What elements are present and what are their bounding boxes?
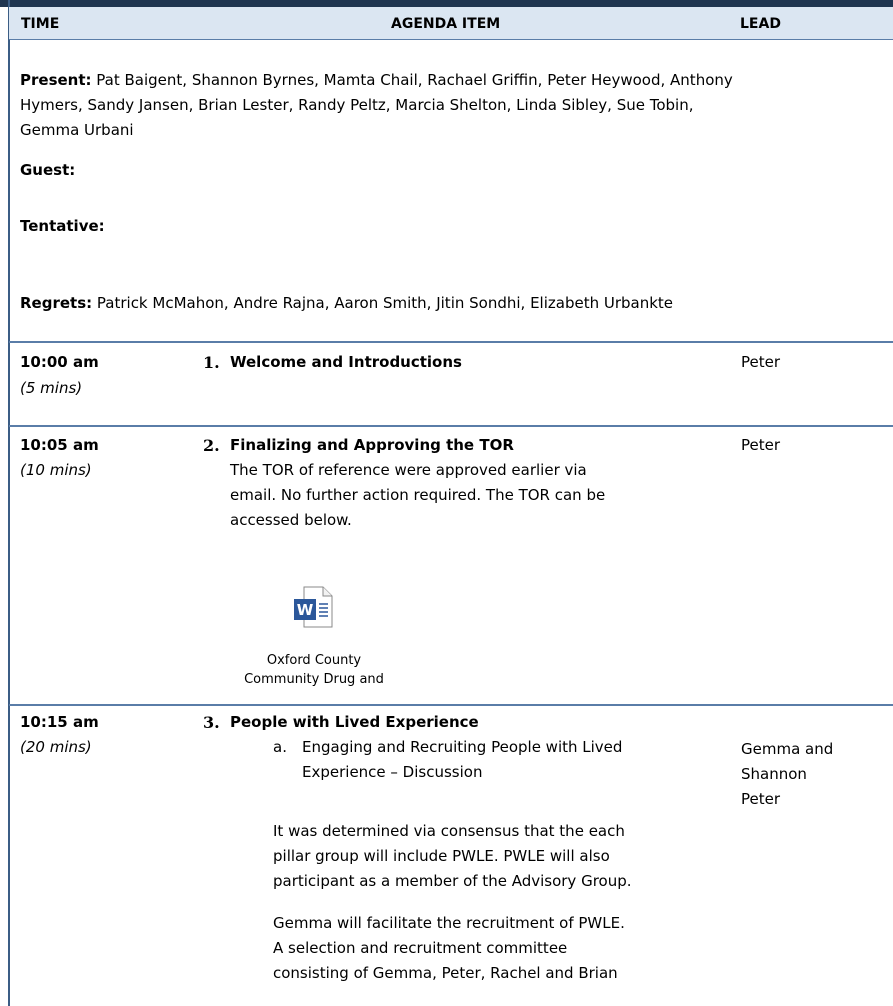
item-lead: Peter <box>741 790 781 808</box>
item-time: 10:15 am <box>20 713 99 731</box>
item-time: 10:05 am <box>20 436 99 454</box>
item-lead: Shannon <box>741 765 807 783</box>
item-lead: Peter <box>741 353 781 371</box>
table-left-border <box>8 0 10 1006</box>
regrets-label: Regrets: <box>20 294 93 312</box>
item-number: 1. <box>203 353 220 372</box>
regrets-names: Patrick McMahon, Andre Rajna, Aaron Smith, Jitin Sondhi, Elizabeth Urbankte <box>92 294 674 312</box>
row-divider <box>9 704 893 706</box>
present-line-3: Gemma Urbani <box>20 121 134 139</box>
item-number: 3. <box>203 713 220 732</box>
item-title: Finalizing and Approving the TOR <box>230 436 514 454</box>
item-body-line: pillar group will include PWLE. PWLE will also <box>273 847 610 865</box>
item-body-line: accessed below. <box>230 511 352 529</box>
attachment-caption-2[interactable]: Community Drug and <box>244 672 384 687</box>
item-body-line: consisting of Gemma, Peter, Rachel and Brian <box>273 964 618 982</box>
item-body-line: It was determined via consensus that the each <box>273 822 625 840</box>
row-divider <box>9 425 893 427</box>
item-body-line: email. No further action required. The TOR can be <box>230 486 606 504</box>
header-lead: LEAD <box>740 16 781 32</box>
item-duration: (5 mins) <box>20 379 83 397</box>
item-body-line: participant as a member of the Advisory Group. <box>273 872 632 890</box>
top-band <box>0 0 893 7</box>
item-duration: (10 mins) <box>20 461 92 479</box>
row-divider <box>9 341 893 343</box>
item-body-line: Gemma will facilitate the recruitment of PWLE. <box>273 914 625 932</box>
word-document-icon-graphic <box>290 584 336 630</box>
sub-item-line: Experience – Discussion <box>302 763 483 781</box>
guest-label: Guest: <box>20 161 76 179</box>
present-line-2: Hymers, Sandy Jansen, Brian Lester, Randy Peltz, Marcia Shelton, Linda Sibley, Sue Tobin, <box>20 96 694 114</box>
sub-item-letter: a. <box>273 738 287 756</box>
header-time: TIME <box>21 16 60 32</box>
word-document-icon[interactable] <box>290 584 336 630</box>
attachment-caption-1[interactable]: Oxford County <box>266 653 362 668</box>
item-body-line: The TOR of reference were approved earlier via <box>230 461 587 479</box>
item-number: 2. <box>203 436 220 455</box>
item-title: Welcome and Introductions <box>230 353 462 371</box>
item-body-line: A selection and recruitment committee <box>273 939 568 957</box>
present-line-1 <box>20 68 733 93</box>
item-time: 10:00 am <box>20 353 99 371</box>
header-agenda-item: AGENDA ITEM <box>391 16 501 32</box>
table-header-row <box>9 7 893 40</box>
item-lead: Peter <box>741 436 781 454</box>
present-label: Present: <box>20 71 92 89</box>
item-lead: Gemma and <box>741 740 834 758</box>
item-duration: (20 mins) <box>20 738 92 756</box>
sub-item-line: Engaging and Recruiting People with Lived <box>302 738 623 756</box>
present-names-1: Pat Baigent, Shannon Byrnes, Mamta Chail, Rachael Griffin, Peter Heywood, Anthony <box>91 71 733 89</box>
item-title: People with Lived Experience <box>230 713 479 731</box>
regrets-line <box>20 291 673 316</box>
svg-text:W: W <box>296 601 314 619</box>
tentative-label: Tentative: <box>20 217 105 235</box>
